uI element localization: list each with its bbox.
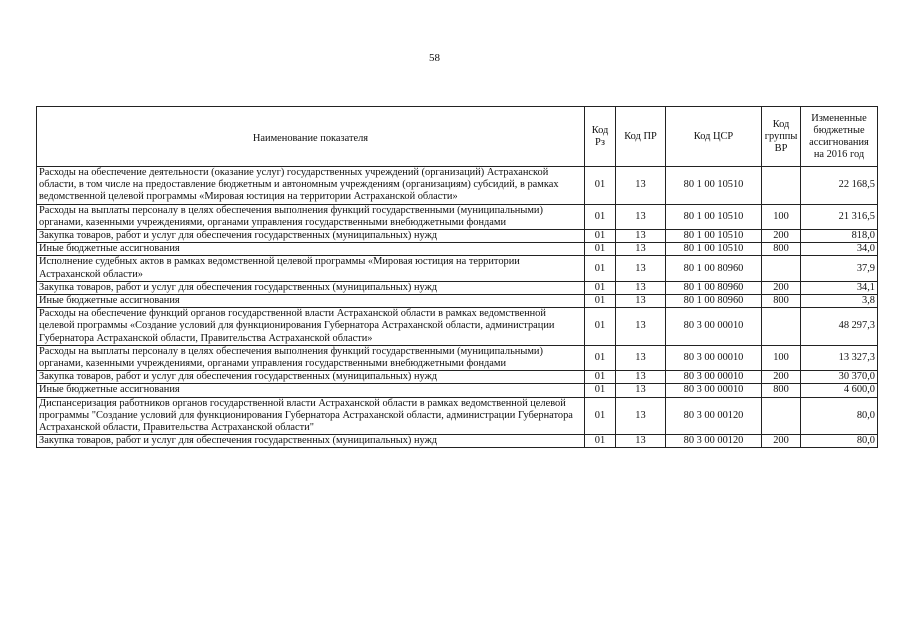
row-csr: 80 3 00 00120 (666, 435, 762, 448)
table-row (37, 295, 878, 308)
row-pr: 13 (616, 243, 666, 256)
row-pr: 13 (616, 230, 666, 243)
row-pr: 13 (616, 308, 666, 346)
row-amount: 80,0 (801, 397, 878, 435)
budget-table (36, 106, 878, 448)
row-pr: 13 (616, 295, 666, 308)
row-name: Расходы на обеспечение функций органов государственной власти Астраханской области в рамках ведомственной целевой программы «Создание условий для функционирования Губернатора Астраханской области, администрации Губернатора Астраханской области, Правительства Астраханской области» (37, 308, 585, 346)
table-row (37, 204, 878, 229)
row-rz: 01 (585, 384, 616, 397)
header-amount: Измененные бюджетные ассигнования на 2016 год (801, 107, 878, 167)
row-name: Иные бюджетные ассигнования (37, 384, 585, 397)
table-row (37, 230, 878, 243)
row-name: Диспансеризация работников органов государственной власти Астраханской области в рамках ведомственной целевой программы "Создание условий для функционирования Губернатора Астраханской области, администрации Губернатора Астраханской области, Правительства Астраханской области" (37, 397, 585, 435)
row-csr: 80 1 00 80960 (666, 256, 762, 281)
row-rz: 01 (585, 281, 616, 294)
row-pr: 13 (616, 167, 666, 205)
row-pr: 13 (616, 371, 666, 384)
row-csr: 80 1 00 80960 (666, 281, 762, 294)
row-amount: 37,9 (801, 256, 878, 281)
row-pr: 13 (616, 435, 666, 448)
row-rz: 01 (585, 230, 616, 243)
header-name: Наименование показателя (37, 107, 585, 167)
row-rz: 01 (585, 397, 616, 435)
row-csr: 80 3 00 00010 (666, 371, 762, 384)
row-csr: 80 3 00 00120 (666, 397, 762, 435)
row-vr: 200 (762, 230, 801, 243)
row-pr: 13 (616, 384, 666, 397)
table-row (37, 243, 878, 256)
row-csr: 80 3 00 00010 (666, 384, 762, 397)
row-pr: 13 (616, 397, 666, 435)
header-vr: Код группы ВР (762, 107, 801, 167)
row-name: Исполнение судебных актов в рамках ведомственной целевой программы «Мировая юстиция на территории Астраханской области» (37, 256, 585, 281)
row-rz: 01 (585, 167, 616, 205)
row-name: Закупка товаров, работ и услуг для обеспечения государственных (муниципальных) нужд (37, 281, 585, 294)
table-row (37, 308, 878, 346)
row-amount: 34,0 (801, 243, 878, 256)
row-name: Иные бюджетные ассигнования (37, 243, 585, 256)
row-pr: 13 (616, 256, 666, 281)
row-amount: 34,1 (801, 281, 878, 294)
row-name: Закупка товаров, работ и услуг для обеспечения государственных (муниципальных) нужд (37, 435, 585, 448)
row-csr: 80 1 00 10510 (666, 204, 762, 229)
header-pr: Код ПР (616, 107, 666, 167)
row-rz: 01 (585, 345, 616, 370)
row-vr (762, 167, 801, 205)
row-amount: 13 327,3 (801, 345, 878, 370)
row-csr: 80 1 00 10510 (666, 230, 762, 243)
row-rz: 01 (585, 435, 616, 448)
table-row (37, 345, 878, 370)
row-amount: 22 168,5 (801, 167, 878, 205)
page-number: 58 (429, 52, 440, 64)
row-name: Расходы на обеспечение деятельности (оказание услуг) государственных учреждений (организаций) Астраханской области, в том числе на предоставление бюджетным и автономным учреждениям (организациям) субсидий, в рамках ведомственной целевой программы «Мировая юстиция на территории Астраханской области» (37, 167, 585, 205)
row-rz: 01 (585, 308, 616, 346)
table-row (37, 397, 878, 435)
row-amount: 3,8 (801, 295, 878, 308)
row-name: Закупка товаров, работ и услуг для обеспечения государственных (муниципальных) нужд (37, 371, 585, 384)
row-vr: 200 (762, 371, 801, 384)
row-rz: 01 (585, 243, 616, 256)
row-csr: 80 3 00 00010 (666, 308, 762, 346)
row-amount: 818,0 (801, 230, 878, 243)
row-csr: 80 1 00 10510 (666, 243, 762, 256)
table-row (37, 167, 878, 205)
row-name: Закупка товаров, работ и услуг для обеспечения государственных (муниципальных) нужд (37, 230, 585, 243)
row-name: Расходы на выплаты персоналу в целях обеспечения выполнения функций государственными (муниципальными) органами, казенными учреждениями, органами управления государственными внебюджетными фондами (37, 345, 585, 370)
table-row (37, 256, 878, 281)
row-pr: 13 (616, 204, 666, 229)
row-amount: 48 297,3 (801, 308, 878, 346)
row-name: Иные бюджетные ассигнования (37, 295, 585, 308)
row-vr (762, 308, 801, 346)
table-row (37, 371, 878, 384)
table-row (37, 281, 878, 294)
row-vr (762, 256, 801, 281)
row-amount: 21 316,5 (801, 204, 878, 229)
table-row (37, 435, 878, 448)
table-row (37, 384, 878, 397)
header-rz: Код Рз (585, 107, 616, 167)
row-vr: 800 (762, 243, 801, 256)
row-rz: 01 (585, 204, 616, 229)
row-vr: 800 (762, 295, 801, 308)
row-pr: 13 (616, 281, 666, 294)
row-vr: 800 (762, 384, 801, 397)
row-amount: 30 370,0 (801, 371, 878, 384)
row-vr (762, 397, 801, 435)
row-rz: 01 (585, 256, 616, 281)
row-csr: 80 1 00 10510 (666, 167, 762, 205)
row-vr: 200 (762, 281, 801, 294)
row-vr: 100 (762, 345, 801, 370)
row-vr: 100 (762, 204, 801, 229)
row-csr: 80 3 00 00010 (666, 345, 762, 370)
row-rz: 01 (585, 295, 616, 308)
row-amount: 80,0 (801, 435, 878, 448)
row-csr: 80 1 00 80960 (666, 295, 762, 308)
row-pr: 13 (616, 345, 666, 370)
row-amount: 4 600,0 (801, 384, 878, 397)
header-csr: Код ЦСР (666, 107, 762, 167)
row-vr: 200 (762, 435, 801, 448)
table-header-row (37, 107, 878, 167)
row-rz: 01 (585, 371, 616, 384)
row-name: Расходы на выплаты персоналу в целях обеспечения выполнения функций государственными (муниципальными) органами, казенными учреждениями, органами управления государственными внебюджетными фондами (37, 204, 585, 229)
